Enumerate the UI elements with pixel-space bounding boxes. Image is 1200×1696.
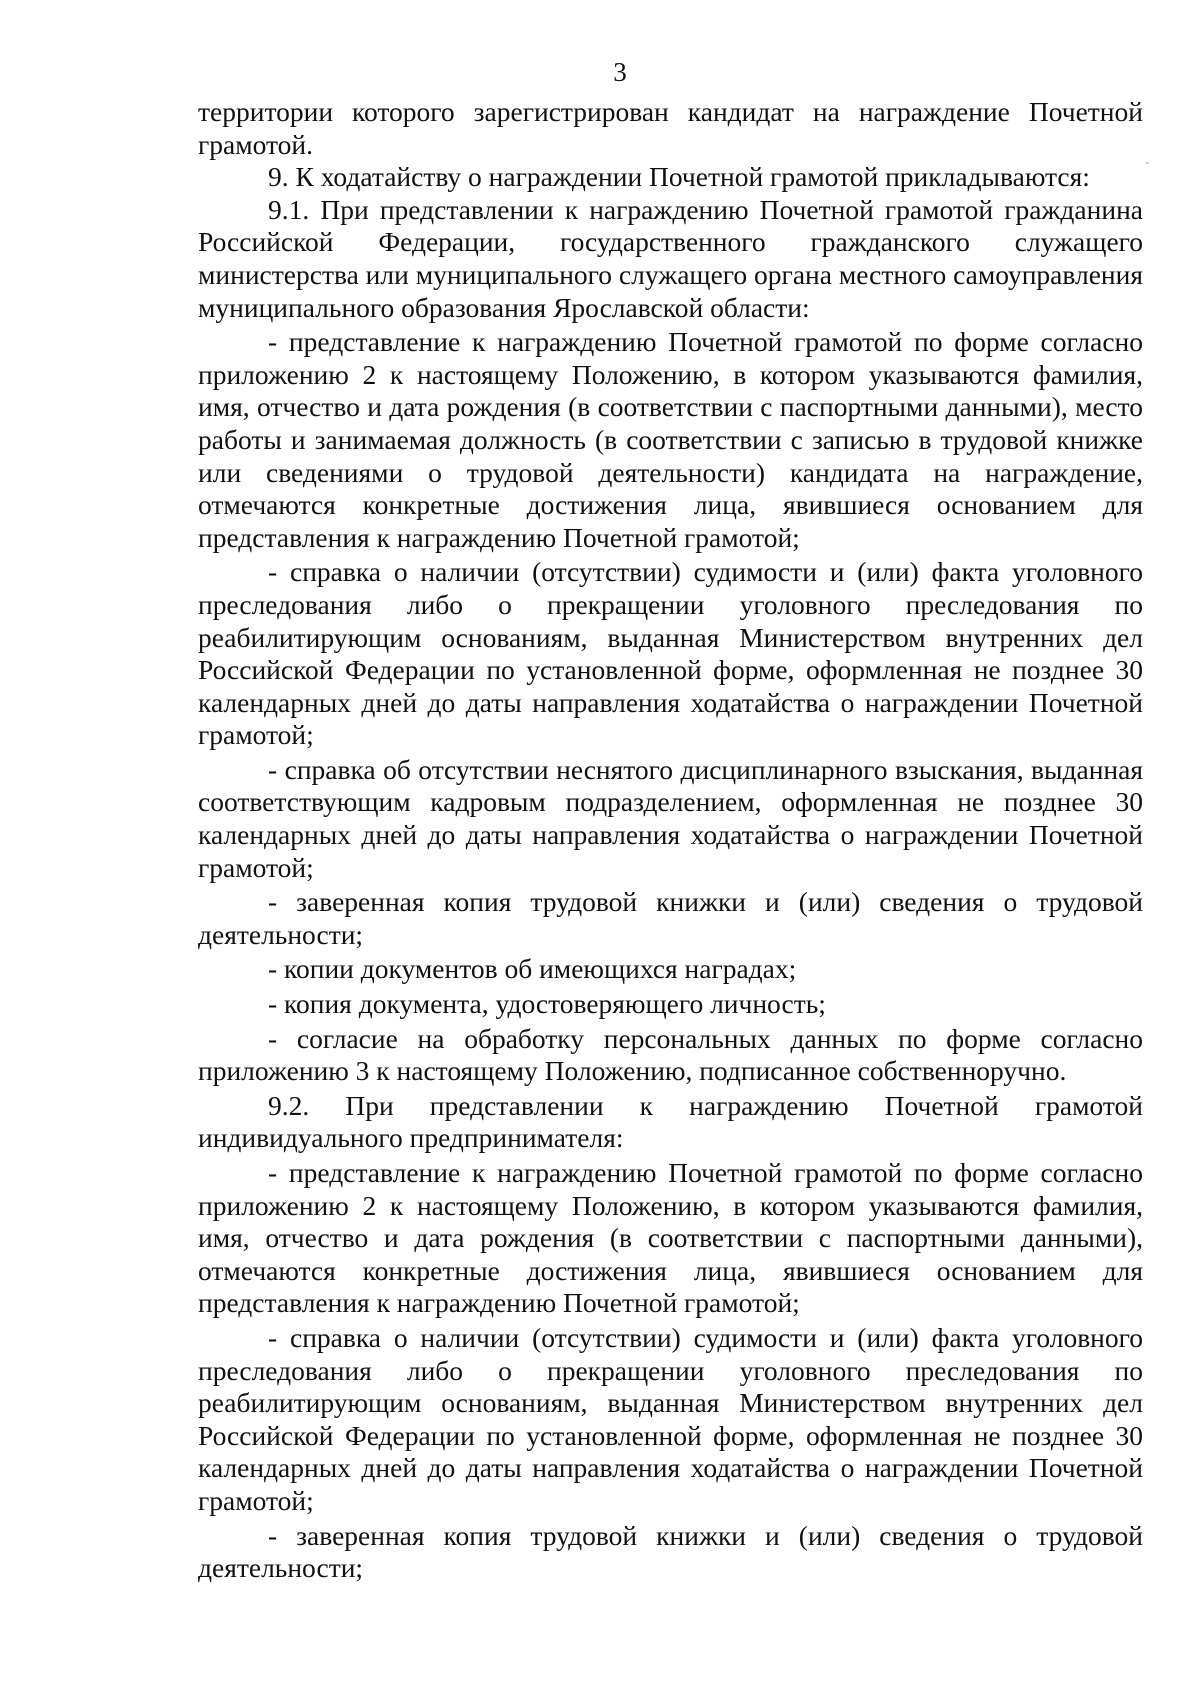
paragraph-item-9: 9. К ходатайству о награждении Почетной грамотой прикладываются: [268,161,1090,193]
paragraph-item-9-1: 9.1. При представлении к награждению Почетной грамотой гражданина Российской Федерации, государственного гражданского служащего министерства или муниципального служащего органа местного самоуправления муниципального образования Ярославской области: [198,193,1143,323]
list-item-criminal-record-certificate-entrepreneur: - справка о наличии (отсутствии) судимости и (или) факта уголовного преследования либо о прекращении уголовного преследования по реабилитирующим основаниям, выданная Министерством внутренних дел Российской Федерации по установленной форме, оформленная не позднее 30 календарных дней до даты направления ходатайства о награждении Почетной грамотой; [198,1321,1143,1516]
list-item-identity-document-copy: - копия документа, удостоверяющего личность; [268,988,826,1020]
page-number: 3 [613,57,627,87]
list-item-disciplinary-certificate: - справка об отсутствии неснятого дисциплинарного взыскания, выданная соответствующим кадровым подразделением, оформленная не позднее 30 календарных дней до даты направления ходатайства о награждении Почетной грамотой; [198,753,1143,883]
list-item-representation-entrepreneur: - представление к награждению Почетной грамотой по форме согласно приложению 2 к настоящему Положению, в котором указываются фамилия, имя, отчество и дата рождения (в соответствии с паспортными данными), отмечаются конкретные достижения лица, явившиеся основанием для представления к награждению Почетной грамотой; [198,1157,1143,1319]
list-item-awards-copies: - копии документов об имеющихся наградах; [268,953,797,985]
list-item-criminal-record-certificate: - справка о наличии (отсутствии) судимости и (или) факта уголовного преследования либо о прекращении уголовного преследования по реабилитирующим основаниям, выданная Министерством внутренних дел Российской Федерации по установленной форме, оформленная не позднее 30 календарных дней до даты направления ходатайства о награждении Почетной грамотой; [198,556,1143,751]
list-item-employment-record-copy-entrepreneur: - заверенная копия трудовой книжки и (или) сведения о трудовой деятельности; [198,1519,1143,1584]
list-item-employment-record-copy: - заверенная копия трудовой книжки и (или) сведения о трудовой деятельности; [198,886,1143,950]
list-item-representation: - представление к награждению Почетной грамотой по форме согласно приложению 2 к настоящему Положению, в котором указываются фамилия, имя, отчество и дата рождения (в соответствии с паспортными данными), место работы и занимаемая должность (в соответствии с записью в трудовой книжке или сведениями о трудовой деятельности) кандидата на награждение, отмечаются конкретные достижения лица, явившиеся основанием для представления к награждению Почетной грамотой; [198,326,1143,553]
scan-speck [1146,162,1149,164]
document-body [198,96,1143,1585]
list-item-personal-data-consent: - согласие на обработку персональных данных по форме согласно приложению 3 к настоящему Положению, подписанное собственноручно. [198,1022,1143,1087]
paragraph-item-9-2: 9.2. При представлении к награждению Почетной грамотой индивидуального предпринимателя: [198,1089,1143,1154]
paragraph-continuation: территории которого зарегистрирован кандидат на награждение Почетной грамотой. [198,96,1143,160]
